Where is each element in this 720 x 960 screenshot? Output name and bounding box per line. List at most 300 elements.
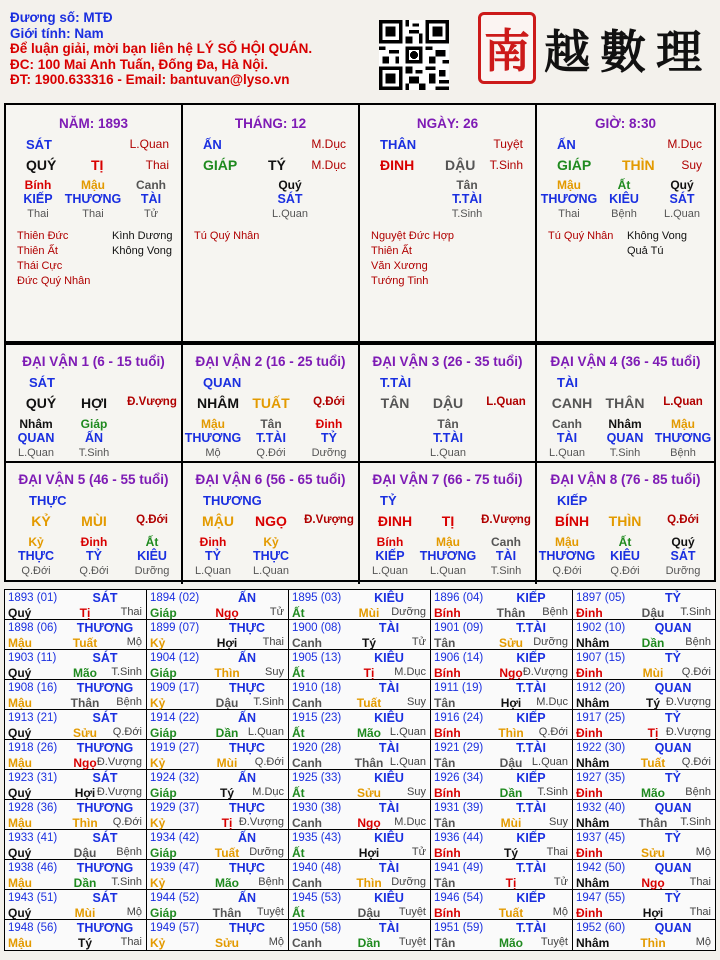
year-ten-god: SÁT — [92, 891, 118, 905]
year-ten-god: ẤN — [237, 651, 257, 665]
year-branch: Ngọ — [73, 756, 97, 770]
year-stem: Kỷ — [150, 756, 166, 770]
year-cell — [573, 830, 715, 860]
hidden-stem: Quý — [670, 178, 694, 192]
hidden-stage: Dưỡng — [665, 565, 701, 577]
year-stem: Nhâm — [576, 696, 610, 710]
year-stage: Q.Đới — [538, 726, 568, 738]
year-ten-god: THƯƠNG — [76, 621, 134, 635]
year-cell — [573, 770, 715, 800]
dai-van-stem: ĐINH — [377, 513, 413, 529]
year-ten-god: ẤN — [237, 591, 257, 605]
year-stem: Bính — [434, 786, 461, 800]
year-stem: Canh — [292, 876, 322, 890]
year-ten-god: THỰC — [228, 741, 266, 755]
year-cell — [431, 800, 573, 830]
year-branch: Thìn — [72, 816, 98, 830]
dai-van-branch: MÙI — [81, 513, 107, 529]
hidden-stem: Canh — [136, 178, 166, 192]
year-cell — [5, 620, 147, 650]
year-branch: Dậu — [641, 606, 665, 620]
year-cell — [147, 800, 289, 830]
year-label: 1920 (28) — [292, 742, 342, 754]
year-label: 1932 (40) — [576, 802, 626, 814]
year-label: 1894 (02) — [150, 592, 200, 604]
hidden-stage: L.Quan — [271, 208, 309, 220]
hidden-ten-god: TÀI — [495, 549, 517, 563]
year-stage: T.Sinh — [253, 696, 284, 708]
dai-van-title: ĐẠI VẬN 8 (76 - 85 tuổi) — [550, 472, 701, 487]
hidden-stem: Mậu — [671, 417, 695, 431]
dai-van-stem: BÍNH — [554, 513, 590, 529]
dai-van-title: ĐẠI VẬN 2 (16 - 25 tuổi) — [195, 354, 346, 369]
year-cell — [5, 680, 147, 710]
year-label: 1898 (06) — [8, 622, 58, 634]
hidden-stem: Mậu — [436, 535, 460, 549]
year-cell — [573, 860, 715, 890]
year-cell — [573, 650, 715, 680]
year-ten-god: ẤN — [237, 711, 257, 725]
year-label: 1916 (24) — [434, 712, 484, 724]
year-cell — [289, 890, 431, 920]
dai-van-cell — [537, 463, 714, 584]
year-ten-god: KIẾP — [516, 831, 546, 845]
year-branch: Tị — [79, 606, 91, 620]
year-branch: Dần — [641, 636, 665, 650]
year-cell — [289, 650, 431, 680]
year-label: 1907 (15) — [576, 652, 626, 664]
year-label: 1924 (32) — [150, 772, 200, 784]
hidden-stem: Tân — [456, 178, 478, 192]
hidden-stage: Thai — [27, 208, 49, 220]
hidden-stem: Đinh — [199, 535, 227, 549]
hidden-ten-god: QUAN — [17, 431, 55, 445]
year-label: 1949 (57) — [150, 922, 200, 934]
year-stage: Suy — [407, 786, 426, 798]
year-stage: Suy — [407, 696, 426, 708]
year-branch: Tuất — [640, 756, 666, 770]
hidden-stem: Đinh — [315, 417, 343, 431]
year-stage: Thai — [689, 876, 711, 888]
year-cell — [5, 800, 147, 830]
year-stem: Bính — [434, 606, 461, 620]
stars-left: Thiên Ất — [17, 245, 58, 257]
year-stem: Nhâm — [576, 816, 610, 830]
year-cell — [431, 890, 573, 920]
year-stem: Ất — [292, 726, 305, 740]
hidden-stem: Đinh — [80, 535, 108, 549]
year-stage: Đ.Vượng — [665, 696, 711, 708]
pillar-top-stage: M.Dục — [667, 137, 702, 151]
year-ten-god: KIẾP — [516, 591, 546, 605]
pillar-top-stage: Tuyệt — [493, 137, 523, 151]
year-stem: Canh — [292, 696, 322, 710]
hidden-ten-god: T.TÀI — [452, 192, 482, 206]
hidden-ten-god: SÁT — [670, 549, 696, 563]
year-branch: Sửu — [498, 636, 524, 650]
stars-right: Không Vong — [112, 245, 172, 257]
year-cell — [5, 740, 147, 770]
dai-van-ten-god: TÀI — [557, 375, 578, 390]
pillar-top-stage: M.Dục — [311, 137, 346, 151]
year-label: 1919 (27) — [150, 742, 200, 754]
pillar-stage: M.Dục — [311, 158, 346, 172]
year-ten-god: THƯƠNG — [76, 921, 134, 935]
year-ten-god: THỰC — [228, 801, 266, 815]
stars-right: Quả Tú — [627, 245, 664, 257]
year-stem: Canh — [292, 936, 322, 950]
hidden-ten-god: TÀI — [556, 431, 578, 445]
year-stage: T.Sinh — [111, 876, 142, 888]
pillar-title: GIỜ: 8:30 — [594, 116, 657, 131]
year-cell — [147, 710, 289, 740]
year-branch: Tuất — [498, 906, 524, 920]
year-stage: Mộ — [126, 636, 142, 648]
dai-van-branch: TỊ — [441, 513, 455, 529]
year-ten-god: THỰC — [228, 921, 266, 935]
year-stem: Quý — [8, 726, 32, 740]
stars-left: Nguyệt Đức Hợp — [371, 230, 455, 242]
dai-van-cell — [183, 343, 360, 463]
year-ten-god: T.TÀI — [516, 861, 546, 875]
year-stem: Ất — [292, 846, 305, 860]
year-label: 1934 (42) — [150, 832, 200, 844]
stars-right: Kình Dương — [112, 230, 173, 242]
stars-left: Văn Xương — [371, 260, 428, 272]
hidden-stage: L.Quan — [548, 447, 586, 459]
year-stage: L.Quan — [389, 756, 426, 768]
pillar-cell — [537, 105, 714, 343]
year-stage: Mộ — [552, 906, 568, 918]
year-cell — [431, 860, 573, 890]
dai-van-branch: HỢI — [81, 395, 107, 411]
year-cell — [431, 680, 573, 710]
dai-van-stage: Đ.Vượng — [304, 514, 354, 526]
year-ten-god: KIÊU — [374, 591, 404, 605]
year-ten-god: ẤN — [237, 831, 257, 845]
year-ten-god: TỶ — [665, 651, 681, 665]
hidden-ten-god: KIẾP — [375, 549, 405, 563]
year-ten-god: QUAN — [654, 681, 692, 695]
hidden-ten-god: THƯƠNG — [419, 549, 477, 563]
year-cell — [5, 830, 147, 860]
year-stem: Kỷ — [150, 636, 166, 650]
dai-van-title: ĐẠI VẬN 5 (46 - 55 tuổi) — [18, 472, 169, 487]
year-ten-god: KIÊU — [374, 771, 404, 785]
year-stem: Quý — [8, 606, 32, 620]
stars-left: Thiên Đức — [17, 230, 69, 242]
dai-van-stem: QUÝ — [25, 395, 57, 411]
year-branch: Dần — [499, 786, 523, 800]
year-stage: Q.Đới — [112, 726, 142, 738]
hidden-stage: L.Quan — [429, 447, 467, 459]
year-label: 1923 (31) — [8, 772, 58, 784]
stars-left: Đức Quý Nhân — [17, 275, 91, 287]
year-cell — [289, 710, 431, 740]
hidden-stem: Canh — [491, 535, 521, 549]
year-branch: Thìn — [640, 936, 666, 950]
year-stem: Ất — [292, 786, 305, 800]
year-stem: Canh — [292, 756, 322, 770]
year-cell — [431, 710, 573, 740]
year-branch: Mùi — [642, 666, 664, 680]
year-ten-god: KIÊU — [374, 831, 404, 845]
year-cell — [289, 590, 431, 620]
dai-van-ten-god: THƯƠNG — [203, 493, 262, 508]
hidden-stage: Q.Đới — [610, 565, 640, 577]
hidden-ten-god: TỶ — [86, 549, 102, 563]
hidden-stage: Mộ — [205, 447, 221, 459]
hidden-stem: Ất — [617, 178, 631, 192]
year-branch: Mão — [357, 726, 381, 740]
gioi-tinh: Giới tính: Nam — [10, 25, 104, 41]
pillar-cell — [360, 105, 537, 343]
year-stem: Kỷ — [150, 876, 166, 890]
year-stage: Đ.Vượng — [96, 786, 142, 798]
year-stem: Giáp — [150, 726, 177, 740]
year-stem: Tân — [434, 936, 456, 950]
year-stem: Mậu — [8, 636, 32, 650]
year-branch: Dần — [357, 936, 381, 950]
dai-van-ten-god: QUAN — [203, 375, 242, 390]
year-branch: Mão — [499, 936, 523, 950]
year-stage: Đ.Vượng — [238, 816, 284, 828]
year-ten-god: THƯƠNG — [76, 801, 134, 815]
hidden-ten-god: THƯƠNG — [540, 192, 598, 206]
pillar-branch: TÝ — [268, 157, 286, 173]
pillar-cell — [6, 105, 183, 343]
year-branch: Mùi — [500, 816, 522, 830]
stars-left: Tướng Tinh — [371, 275, 429, 287]
pillar-stage: Suy — [681, 158, 702, 172]
year-stage: T.Sinh — [537, 786, 568, 798]
hidden-stage: Dưỡng — [134, 565, 170, 577]
hidden-ten-god: THƯƠNG — [654, 431, 712, 445]
dai-van-stem: NHÂM — [197, 395, 239, 411]
pillar-branch: DẬU — [445, 157, 476, 173]
dai-van-stage: L.Quan — [486, 396, 526, 408]
year-cell — [147, 920, 289, 950]
hidden-stem: Ất — [618, 535, 632, 549]
hidden-stage: Bệnh — [611, 208, 637, 220]
year-cell — [5, 650, 147, 680]
year-label: 1900 (08) — [292, 622, 342, 634]
year-label: 1952 (60) — [576, 922, 626, 934]
year-stem: Ất — [292, 666, 305, 680]
dai-van-stem: MẬU — [202, 513, 234, 529]
year-stem: Quý — [8, 906, 32, 920]
dai-van-branch: THÂN — [605, 395, 645, 411]
year-cell — [573, 710, 715, 740]
year-label: 1908 (16) — [8, 682, 58, 694]
dai-van-ten-god: TỶ — [380, 493, 397, 508]
hidden-stage: Tử — [143, 208, 159, 220]
year-cell — [147, 890, 289, 920]
hidden-stage: Q.Đới — [21, 565, 51, 577]
hidden-stem: Quý — [278, 178, 302, 192]
year-branch: Mão — [641, 786, 665, 800]
year-label: 1944 (52) — [150, 892, 200, 904]
hidden-stem: Mậu — [555, 535, 579, 549]
dai-van-title: ĐẠI VẬN 1 (6 - 15 tuổi) — [22, 354, 165, 369]
hidden-stem: Tân — [437, 417, 459, 431]
year-ten-god: SÁT — [92, 711, 118, 725]
year-cell — [289, 620, 431, 650]
year-stage: Tuyệt — [540, 936, 568, 948]
pillar-stem: ĐINH — [380, 157, 415, 173]
hidden-stage: Q.Đới — [256, 447, 286, 459]
pillar-ten-god: THÂN — [380, 137, 417, 152]
year-stage: Thai — [689, 906, 711, 918]
dai-van-ten-god: THỰC — [29, 493, 67, 508]
year-cell — [147, 830, 289, 860]
year-stage: Dưỡng — [391, 606, 426, 618]
hidden-stem: Quý — [671, 535, 695, 549]
year-label: 1906 (14) — [434, 652, 484, 664]
year-stem: Tân — [434, 876, 456, 890]
year-cell — [573, 620, 715, 650]
hidden-ten-god: TỶ — [205, 549, 221, 563]
year-stem: Mậu — [8, 876, 32, 890]
dai-van-cell — [6, 343, 183, 463]
year-stem: Kỷ — [150, 816, 166, 830]
pillar-title: THÁNG: 12 — [234, 116, 307, 131]
year-label: 1904 (12) — [150, 652, 200, 664]
hidden-ten-god: QUAN — [606, 431, 644, 445]
year-branch: Tý — [219, 786, 234, 800]
year-stem: Kỷ — [150, 696, 166, 710]
hidden-stem: Mậu — [81, 178, 105, 192]
hidden-stage: Dưỡng — [311, 447, 347, 459]
year-label: 1913 (21) — [8, 712, 58, 724]
year-stem: Đinh — [576, 846, 603, 860]
year-stem: Ất — [292, 906, 305, 920]
address-line: ĐC: 100 Mai Anh Tuấn, Đống Đa, Hà Nội. — [10, 56, 269, 72]
year-label: 1917 (25) — [576, 712, 626, 724]
year-ten-god: ẤN — [237, 771, 257, 785]
year-branch: Sửu — [214, 936, 240, 950]
year-cell — [147, 590, 289, 620]
year-stage: Bệnh — [542, 606, 568, 618]
year-stem: Giáp — [150, 906, 177, 920]
yearly-luck-table — [4, 589, 716, 951]
year-label: 1903 (11) — [8, 652, 57, 664]
year-stem: Nhâm — [576, 936, 610, 950]
hidden-stage: Q.Đới — [79, 565, 109, 577]
year-stem: Mậu — [8, 816, 32, 830]
year-label: 1936 (44) — [434, 832, 484, 844]
dai-van-title: ĐẠI VẬN 4 (36 - 45 tuổi) — [550, 354, 701, 369]
year-label: 1931 (39) — [434, 802, 484, 814]
year-label: 1897 (05) — [576, 592, 626, 604]
year-cell — [431, 590, 573, 620]
year-label: 1915 (23) — [292, 712, 342, 724]
dai-van-stage: Q.Đới — [313, 396, 345, 408]
year-stem: Mậu — [8, 696, 32, 710]
dai-van-stem: CANH — [551, 395, 593, 411]
dai-van-stage: Đ.Vượng — [481, 514, 531, 526]
year-ten-god: SÁT — [92, 831, 118, 845]
year-stem: Đinh — [576, 726, 603, 740]
year-ten-god: KIÊU — [374, 711, 404, 725]
year-branch: Tị — [647, 726, 659, 740]
year-stage: Q.Đới — [254, 756, 284, 768]
year-label: 1899 (07) — [150, 622, 200, 634]
year-stage: L.Quan — [247, 726, 284, 738]
year-cell — [147, 620, 289, 650]
year-ten-god: QUAN — [654, 801, 692, 815]
year-branch: Thân — [354, 756, 384, 770]
year-ten-god: ẤN — [237, 891, 257, 905]
logo-char-2: 數 — [600, 25, 646, 79]
logo-char-1: 越 — [544, 25, 590, 79]
year-label: 1918 (26) — [8, 742, 58, 754]
year-stage: M.Dục — [394, 666, 426, 678]
year-branch: Dậu — [73, 846, 97, 860]
pillar-stage: T.Sinh — [489, 158, 523, 172]
year-cell — [147, 770, 289, 800]
hidden-ten-god: T.TÀI — [256, 431, 286, 445]
hidden-stem: Nhâm — [19, 417, 53, 431]
dai-van-branch: DẬU — [432, 395, 464, 411]
year-branch: Dần — [215, 726, 239, 740]
year-label: 1896 (04) — [434, 592, 484, 604]
year-stage: Bệnh — [685, 636, 711, 648]
pillar-ten-god: ẤN — [203, 137, 222, 152]
year-cell — [573, 590, 715, 620]
year-ten-god: TÀI — [378, 801, 400, 815]
year-ten-god: TỶ — [665, 831, 681, 845]
hidden-stage: T.Sinh — [490, 565, 522, 577]
year-cell — [5, 710, 147, 740]
year-branch: Tý — [503, 846, 518, 860]
pillar-stem: GIÁP — [557, 157, 592, 173]
year-label: 1948 (56) — [8, 922, 58, 934]
hidden-stage: Bệnh — [670, 447, 696, 459]
hidden-ten-god: THƯƠNG — [64, 192, 122, 206]
dai-van-branch: NGỌ — [255, 513, 287, 529]
dai-van-title: ĐẠI VẬN 7 (66 - 75 tuổi) — [372, 472, 523, 487]
hidden-stem: Canh — [552, 417, 582, 431]
year-ten-god: THƯƠNG — [76, 861, 134, 875]
year-cell — [289, 740, 431, 770]
hidden-ten-god: ẤN — [84, 431, 104, 445]
year-branch: Hợi — [216, 636, 238, 650]
year-stem: Giáp — [150, 846, 177, 860]
hidden-stage: L.Quan — [17, 447, 55, 459]
year-ten-god: QUAN — [654, 741, 692, 755]
year-cell — [289, 830, 431, 860]
year-branch: Tý — [361, 636, 376, 650]
year-label: 1926 (34) — [434, 772, 484, 784]
hidden-stem: Mậu — [557, 178, 581, 192]
year-stage: Tuyệt — [256, 906, 284, 918]
year-stem: Canh — [292, 816, 322, 830]
year-cell — [573, 890, 715, 920]
duong-so: Đương số: MTĐ — [10, 10, 113, 25]
year-ten-god: THƯƠNG — [76, 681, 134, 695]
stars-right: Không Vong — [627, 230, 687, 242]
year-stage: Bệnh — [116, 696, 142, 708]
year-stage: Đ.Vượng — [96, 756, 142, 768]
year-stage: T.Sinh — [680, 606, 711, 618]
hidden-ten-god: KIÊU — [610, 549, 640, 563]
year-label: 1921 (29) — [434, 742, 484, 754]
year-label: 1911 (19) — [434, 682, 483, 694]
hidden-stem: Nhâm — [608, 417, 642, 431]
hidden-stem: Bính — [376, 535, 404, 549]
year-label: 1951 (59) — [434, 922, 484, 934]
